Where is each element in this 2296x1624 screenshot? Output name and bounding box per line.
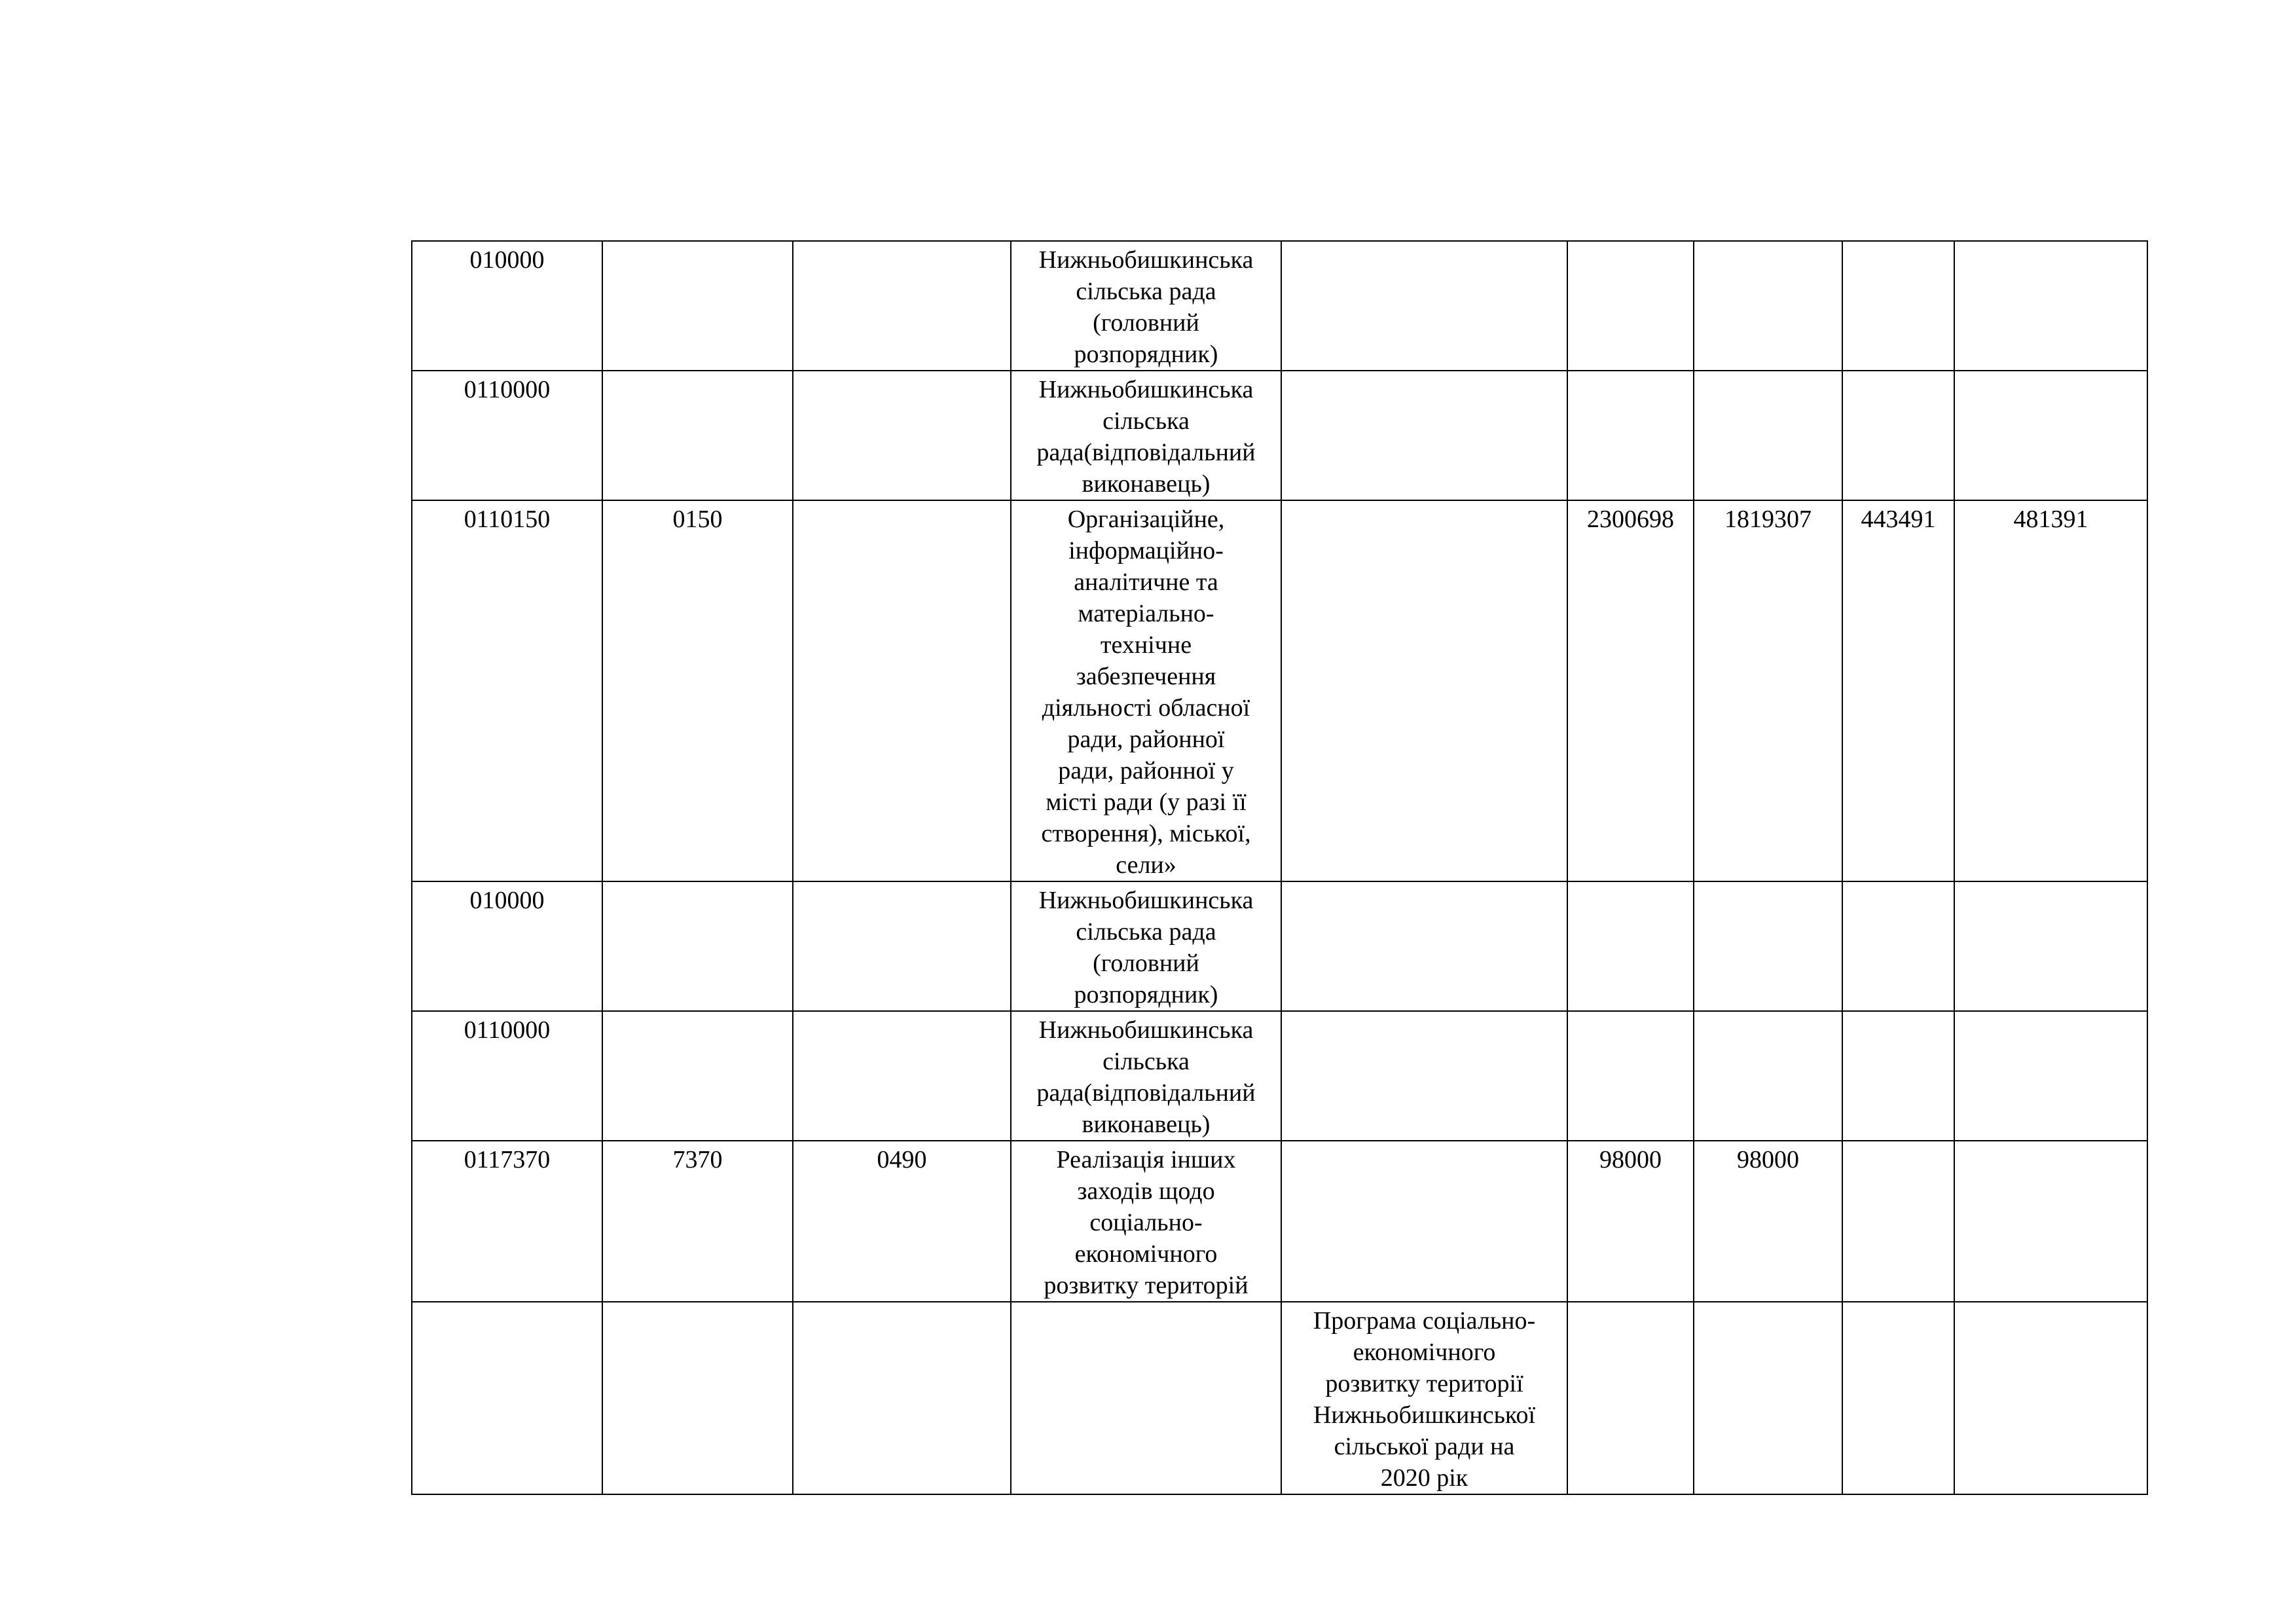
program-cell	[1281, 371, 1567, 500]
kfkvk-cell	[793, 500, 1011, 881]
total-cell	[1567, 1011, 1694, 1141]
code-cell: 010000	[412, 881, 602, 1011]
program-cell	[1281, 1141, 1567, 1302]
name-cell: Реалізація інших заходів щодо соціально- економічного розвитку територій	[1011, 1141, 1281, 1302]
total-cell	[1567, 371, 1694, 500]
general-fund-cell	[1694, 371, 1842, 500]
program-cell	[1281, 241, 1567, 371]
tpkvk-cell	[602, 1302, 793, 1494]
tpkvk-cell	[602, 241, 793, 371]
table-row	[412, 881, 2147, 1011]
name-cell: Нижньобишкинська сільська рада (головний розпорядник)	[1011, 881, 1281, 1011]
program-cell	[1281, 1011, 1567, 1141]
table-row	[412, 1302, 2147, 1494]
special-fund-cell: 443491	[1842, 500, 1954, 881]
special-fund-cell	[1842, 241, 1954, 371]
development-budget-cell	[1954, 371, 2147, 500]
special-fund-cell	[1842, 371, 1954, 500]
special-fund-cell	[1842, 1141, 1954, 1302]
kfkvk-cell	[793, 241, 1011, 371]
code-cell: 0110150	[412, 500, 602, 881]
budget-table	[411, 240, 2148, 1495]
name-cell	[1011, 1302, 1281, 1494]
table-row	[412, 1141, 2147, 1302]
code-cell: 0110000	[412, 1011, 602, 1141]
code-cell	[412, 1302, 602, 1494]
total-cell: 98000	[1567, 1141, 1694, 1302]
tpkvk-cell	[602, 371, 793, 500]
general-fund-cell	[1694, 881, 1842, 1011]
total-cell	[1567, 1302, 1694, 1494]
program-cell	[1281, 500, 1567, 881]
general-fund-cell	[1694, 241, 1842, 371]
general-fund-cell	[1694, 1011, 1842, 1141]
development-budget-cell	[1954, 1302, 2147, 1494]
development-budget-cell	[1954, 241, 2147, 371]
program-cell	[1281, 881, 1567, 1011]
tpkvk-cell: 0150	[602, 500, 793, 881]
kfkvk-cell	[793, 881, 1011, 1011]
code-cell: 010000	[412, 241, 602, 371]
name-cell: Нижньобишкинська сільська рада (головний розпорядник)	[1011, 241, 1281, 371]
development-budget-cell	[1954, 1141, 2147, 1302]
total-cell	[1567, 881, 1694, 1011]
development-budget-cell	[1954, 881, 2147, 1011]
kfkvk-cell	[793, 371, 1011, 500]
total-cell	[1567, 241, 1694, 371]
table-row	[412, 1011, 2147, 1141]
kfkvk-cell: 0490	[793, 1141, 1011, 1302]
tpkvk-cell	[602, 1011, 793, 1141]
kfkvk-cell	[793, 1011, 1011, 1141]
name-cell: Організаційне, інформаційно- аналітичне та матеріально- технічне забезпечення діяльності обласної ради, районної ради, районної у місті ради (у разі її створення), міської, сели»	[1011, 500, 1281, 881]
table-row	[412, 241, 2147, 371]
special-fund-cell	[1842, 1011, 1954, 1141]
development-budget-cell: 481391	[1954, 500, 2147, 881]
special-fund-cell	[1842, 1302, 1954, 1494]
tpkvk-cell	[602, 881, 793, 1011]
development-budget-cell	[1954, 1011, 2147, 1141]
special-fund-cell	[1842, 881, 1954, 1011]
table-row	[412, 500, 2147, 881]
general-fund-cell: 1819307	[1694, 500, 1842, 881]
kfkvk-cell	[793, 1302, 1011, 1494]
table-row	[412, 371, 2147, 500]
code-cell: 0110000	[412, 371, 602, 500]
code-cell: 0117370	[412, 1141, 602, 1302]
general-fund-cell	[1694, 1302, 1842, 1494]
name-cell: Нижньобишкинська сільська рада(відповідальний виконавець)	[1011, 371, 1281, 500]
total-cell: 2300698	[1567, 500, 1694, 881]
general-fund-cell: 98000	[1694, 1141, 1842, 1302]
tpkvk-cell: 7370	[602, 1141, 793, 1302]
name-cell: Нижньобишкинська сільська рада(відповідальний виконавець)	[1011, 1011, 1281, 1141]
program-cell: Програма соціально- економічного розвитку території Нижньобишкинської сільської ради на 2020 рік	[1281, 1302, 1567, 1494]
